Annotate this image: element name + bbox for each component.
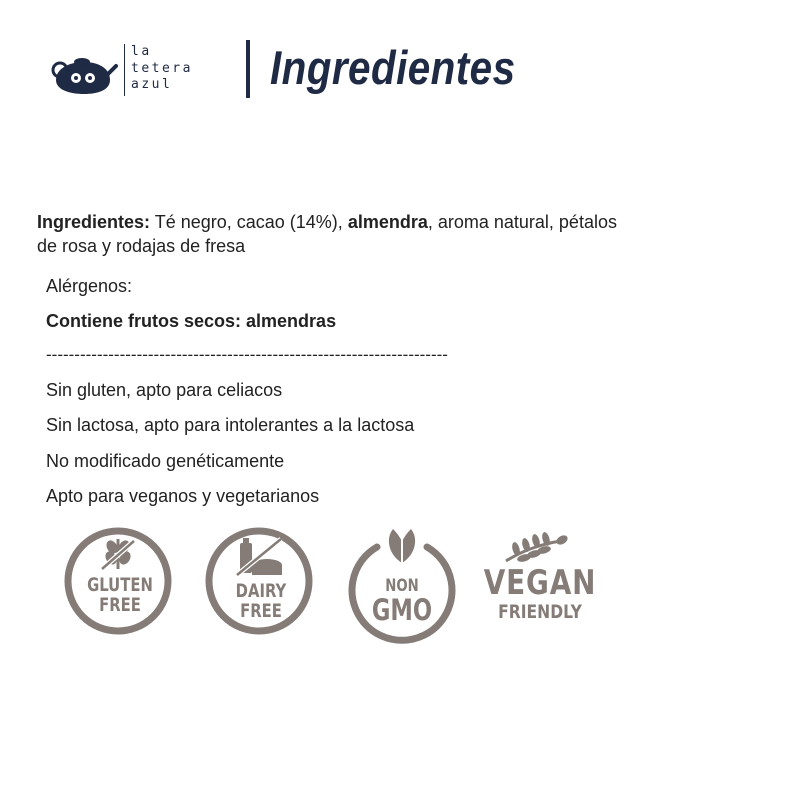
gluten-free-line-2: FREE: [99, 594, 141, 616]
gluten-free-badge: [62, 525, 192, 655]
ingredients-label: Ingredientes:: [37, 212, 151, 232]
teapot-logo-icon: [50, 56, 118, 96]
claim-lactose: Sin lactosa, apto para intolerantes a la lactosa: [46, 415, 415, 435]
ingredients-highlight: almendra: [347, 212, 428, 232]
separator-line: -----------------------------------------------------------------------: [46, 345, 448, 364]
ingredients-part-2: , aroma natural, pétalos de rosa y rodajas de fresa: [37, 212, 617, 256]
title-divider: [246, 40, 250, 98]
claim-gmo: No modificado genéticamente: [46, 451, 285, 471]
vegan-label: [483, 565, 598, 623]
vegan-badge: [470, 525, 600, 655]
brand-line-2: tetera: [131, 60, 193, 76]
claim-vegan: Apto para veganos y vegetarianos: [46, 486, 320, 506]
dairy-free-line-2: FREE: [240, 600, 282, 622]
allergens-contains: Contiene frutos secos: almendras: [46, 311, 337, 331]
page-title: Ingredientes: [270, 41, 516, 94]
dairy-free-line-1: DAIRY: [235, 580, 287, 602]
non-gmo-line-2: GMO: [371, 593, 433, 627]
claim-gluten: Sin gluten, apto para celiacos: [46, 380, 283, 400]
non-gmo-line-1: NON: [385, 576, 419, 596]
logo-divider: [124, 44, 125, 96]
header: [0, 0, 800, 120]
vegan-line-1: VEGAN: [483, 563, 597, 603]
non-gmo-badge: [345, 525, 475, 655]
gluten-free-label: [76, 575, 177, 615]
brand-line-3: azul: [131, 77, 173, 92]
vegan-line-2: FRIENDLY: [498, 601, 582, 623]
ingredients-part-1: Té negro, cacao (14%),: [150, 212, 348, 232]
dairy-free-label: [217, 581, 318, 621]
brand-line-1: la: [131, 44, 152, 59]
gluten-free-line-1: GLUTEN: [87, 574, 153, 596]
dairy-free-badge: [203, 525, 333, 655]
ingredients-text: [37, 210, 627, 258]
non-gmo-label: [358, 577, 447, 625]
allergens-label: Alérgenos:: [46, 276, 133, 296]
certification-badges: [0, 525, 800, 655]
brand-name: [131, 44, 193, 94]
